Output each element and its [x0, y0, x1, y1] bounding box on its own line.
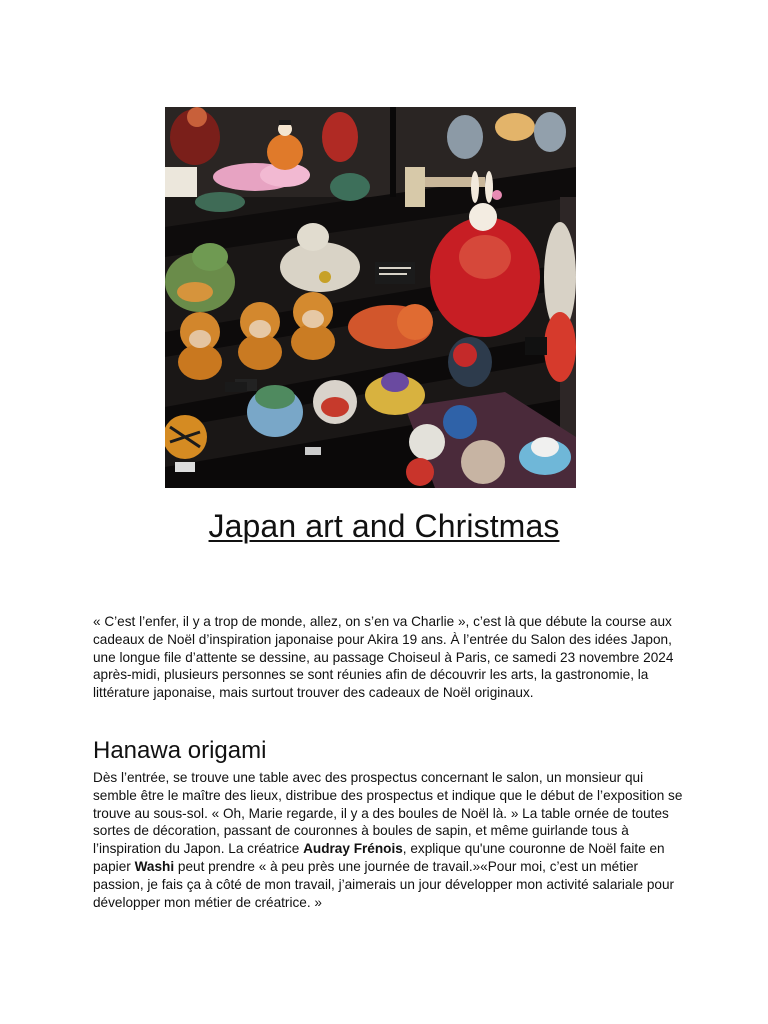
photo-japanese-fabric-dolls [165, 107, 576, 488]
section-heading: Hanawa origami [93, 737, 267, 764]
article-title: Japan art and Christmas [208, 508, 560, 544]
section-paragraph [93, 769, 683, 911]
doll-display-illustration [165, 107, 576, 488]
paragraph-text: , explique qu'une couronne de Noël faite en papier [93, 841, 665, 874]
washi-term: Washi [134, 858, 175, 874]
paragraph-text: Dès l’entrée, se trouve une table avec des prospectus concernant le salon, un monsieur qui semble être le maître des lieux, distribue des prospectus et indique que le début de l’exposition se trouve au sous-sol. « Oh, Marie regarde, il y a des boules de Noël là. » La table ornée de toutes sortes de décoration, passant de couronnes à boules de sapin, et même guirlande tous à l’inspiration du Japon. La créatrice [93, 770, 683, 857]
intro-paragraph: « C’est l’enfer, il y a trop de monde, allez, on s’en va Charlie », c’est là que débute la course aux cadeaux de Noël d’inspiration japonaise pour Akira 19 ans. À l’entrée du Salon des idées Japon, une longue file d’attente se dessine, au passage Choiseul à Paris, ce samedi 23 novembre 2024 après-midi, plusieurs personnes se sont réunies afin de découvrir les arts, la gastronomie, la littérature japonaise, mais surtout trouver des cadeaux de Noël originaux. [93, 614, 674, 701]
paragraph-text: peut prendre « à peu près une journée de travail.»«Pour moi, c’est un métier passion, je fais ça à côté de mon travail, j’aimerais un jour développer mon activité salariale pour développer mon métier de créatrice. » [93, 858, 675, 910]
creator-name: Audray Frénois [303, 841, 403, 857]
